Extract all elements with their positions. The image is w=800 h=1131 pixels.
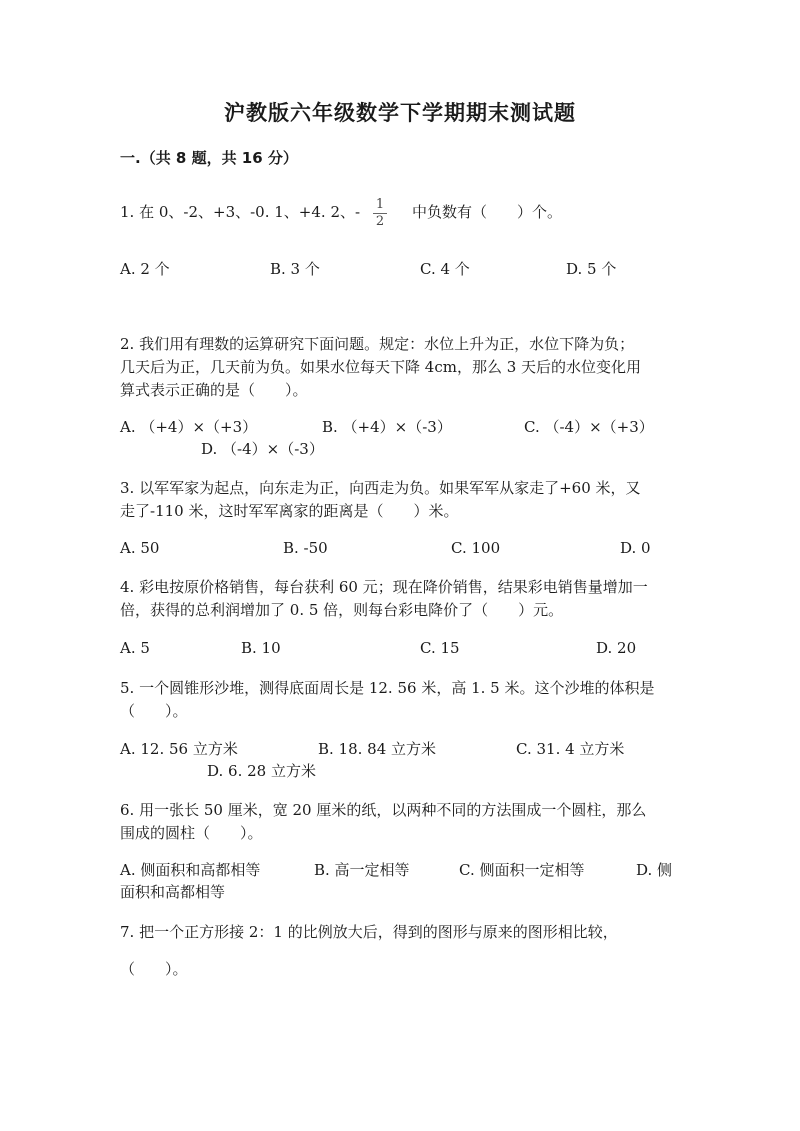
- q4-option-b[interactable]: B. 10: [241, 639, 281, 657]
- q2-option-d[interactable]: D. （-4）×（-3）: [201, 440, 324, 458]
- q6-option-b[interactable]: B. 高一定相等: [314, 861, 410, 879]
- q5-stem-line2: （ ）。: [120, 702, 188, 720]
- q1-option-a[interactable]: A. 2 个: [120, 260, 170, 278]
- section-heading: 一.（共 8 题，共 16 分）: [120, 149, 298, 167]
- q6-stem-line1: 6. 用一张长 50 厘米，宽 20 厘米的纸，以两种不同的方法围成一个圆柱，那么: [120, 801, 647, 819]
- page-title: 沪教版六年级数学下学期期末测试题: [224, 101, 576, 125]
- q3-stem-line2: 走了-110 米，这时军军离家的距离是（ ）米。: [120, 502, 459, 520]
- q1-option-b[interactable]: B. 3 个: [270, 260, 320, 278]
- q2-stem-line1: 2. 我们用有理数的运算研究下面问题。规定：水位上升为正，水位下降为负；: [120, 335, 635, 353]
- q3-option-b[interactable]: B. -50: [283, 539, 328, 557]
- q1-fraction-numerator: 1: [375, 197, 385, 212]
- q2-option-b[interactable]: B. （+4）×（-3）: [322, 418, 452, 436]
- q5-option-b[interactable]: B. 18. 84 立方米: [318, 740, 437, 758]
- q7-stem-line1: 7. 把一个正方形接 2：1 的比例放大后，得到的图形与原来的图形相比较，: [120, 923, 618, 941]
- q3-option-a[interactable]: A. 50: [120, 539, 160, 557]
- q2-stem-line2: 几天后为正，几天前为负。如果水位每天下降 4cm，那么 3 天后的水位变化用: [120, 358, 642, 376]
- q5-option-c[interactable]: C. 31. 4 立方米: [516, 740, 625, 758]
- q2-stem-line3: 算式表示正确的是（ ）。: [120, 381, 308, 399]
- q5-option-d[interactable]: D. 6. 28 立方米: [207, 762, 316, 780]
- q4-stem-line2: 倍，获得的总利润增加了 0. 5 倍，则每台彩电降价了（ ）元。: [120, 601, 564, 619]
- q1-fraction: [372, 198, 388, 229]
- q1-stem-part2: 中负数有（ ）个。: [412, 203, 563, 221]
- q6-stem-line2: 围成的圆柱（ ）。: [120, 824, 263, 842]
- q1-option-c[interactable]: C. 4 个: [420, 260, 470, 278]
- q4-stem-line1: 4. 彩电按原价格销售，每台获利 60 元；现在降价销售，结果彩电销售量增加一: [120, 578, 648, 596]
- q3-stem-line1: 3. 以军军家为起点，向东走为正，向西走为负。如果军军从家走了+60 米，又: [120, 479, 641, 497]
- q1-option-d[interactable]: D. 5 个: [566, 260, 617, 278]
- q4-option-a[interactable]: A. 5: [120, 639, 150, 657]
- q1-stem-part1: 1. 在 0、-2、+3、-0. 1、+4. 2、-: [120, 203, 361, 221]
- q6-option-d[interactable]: D. 侧: [636, 861, 673, 879]
- q1-fraction-denominator: 2: [375, 214, 385, 229]
- q4-option-c[interactable]: C. 15: [420, 639, 460, 657]
- q3-option-c[interactable]: C. 100: [451, 539, 501, 557]
- q5-option-a[interactable]: A. 12. 56 立方米: [120, 740, 238, 758]
- q6-option-a[interactable]: A. 侧面积和高都相等: [120, 861, 261, 879]
- q4-option-d[interactable]: D. 20: [596, 639, 637, 657]
- q2-option-c[interactable]: C. （-4）×（+3）: [524, 418, 654, 436]
- q5-stem-line1: 5. 一个圆锥形沙堆，测得底面周长是 12. 56 米，高 1. 5 米。这个沙堆的体积是: [120, 679, 655, 697]
- q6-option-c[interactable]: C. 侧面积一定相等: [459, 861, 585, 879]
- q7-stem-line2: （ ）。: [120, 960, 188, 978]
- q2-option-a[interactable]: A. （+4）×（+3）: [120, 418, 258, 436]
- q3-option-d[interactable]: D. 0: [620, 539, 651, 557]
- q6-option-d-continued[interactable]: 面积和高都相等: [120, 883, 226, 901]
